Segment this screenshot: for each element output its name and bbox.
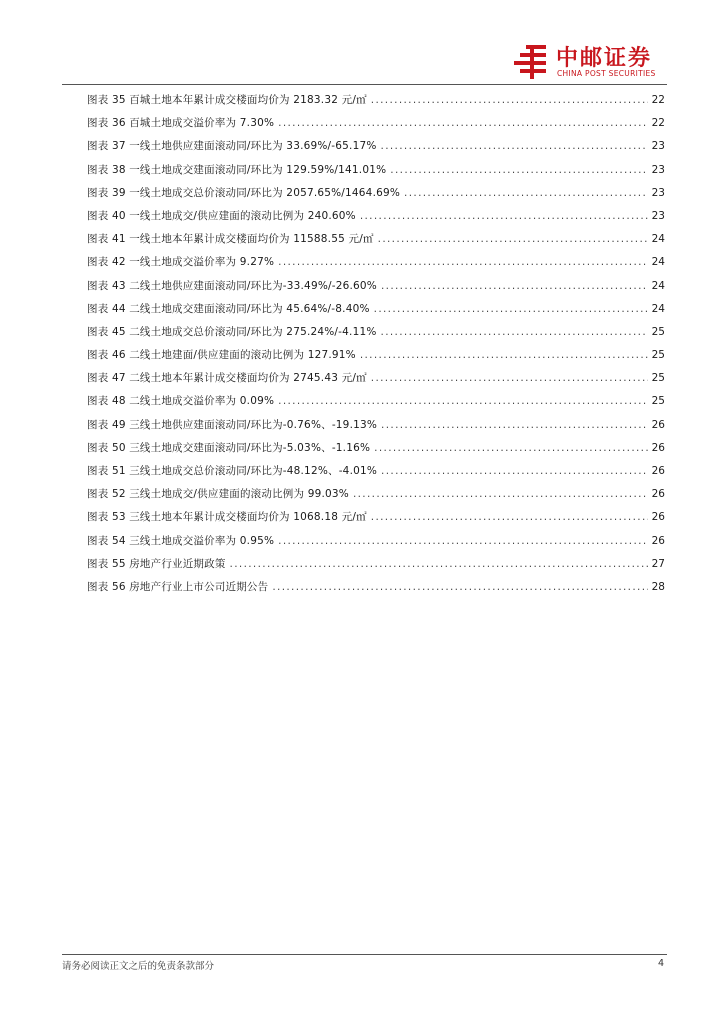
toc-entry[interactable] bbox=[87, 208, 665, 231]
toc-entry[interactable] bbox=[87, 231, 665, 254]
toc-dot-leader bbox=[371, 511, 648, 523]
table-of-figures bbox=[87, 92, 665, 602]
toc-entry-title: 图表 36 百城土地成交溢价率为 7.30% bbox=[87, 117, 275, 130]
toc-dot-leader bbox=[278, 256, 647, 268]
toc-entry-title: 图表 52 三线土地成交/供应建面的滚动比例为 99.03% bbox=[87, 488, 349, 501]
toc-entry-title: 图表 42 一线土地成交溢价率为 9.27% bbox=[87, 256, 275, 269]
toc-entry[interactable] bbox=[87, 393, 665, 416]
toc-dot-leader bbox=[404, 187, 648, 199]
toc-entry-page: 26 bbox=[651, 488, 665, 501]
toc-entry-page: 26 bbox=[651, 465, 665, 477]
toc-entry[interactable] bbox=[87, 347, 665, 370]
toc-entry-title: 图表 35 百城土地本年累计成交楼面均价为 2183.32 元/㎡ bbox=[87, 94, 367, 106]
toc-entry[interactable] bbox=[87, 162, 665, 185]
toc-entry-title: 图表 54 三线土地成交溢价率为 0.95% bbox=[87, 534, 275, 547]
toc-entry-title: 图表 49 三线土地供应建面滚动同/环比为-0.76%、-19.13% bbox=[87, 418, 378, 431]
brand-name-en: CHINA POST SECURITIES bbox=[557, 69, 656, 78]
toc-dot-leader bbox=[360, 349, 648, 361]
toc-entry[interactable] bbox=[87, 579, 665, 602]
toc-entry[interactable] bbox=[87, 440, 665, 463]
page-header bbox=[0, 0, 724, 90]
toc-entry[interactable] bbox=[87, 509, 665, 532]
toc-entry-title: 图表 51 三线土地成交总价滚动同/环比为-48.12%、-4.01% bbox=[87, 465, 378, 477]
toc-entry[interactable] bbox=[87, 138, 665, 161]
toc-entry-title: 图表 48 二线土地成交溢价率为 0.09% bbox=[87, 395, 275, 408]
toc-entry-page: 26 bbox=[651, 511, 665, 524]
toc-entry-page: 25 bbox=[651, 395, 665, 408]
toc-entry-page: 23 bbox=[651, 163, 665, 176]
china-post-securities-logo bbox=[512, 43, 672, 83]
toc-dot-leader bbox=[381, 465, 648, 477]
toc-entry-page: 25 bbox=[651, 325, 665, 338]
toc-entry[interactable] bbox=[87, 278, 665, 301]
toc-dot-leader bbox=[278, 535, 647, 547]
toc-entry[interactable] bbox=[87, 370, 665, 393]
brand-name-cn: 中邮证券 bbox=[556, 46, 653, 71]
toc-dot-leader bbox=[381, 280, 648, 292]
footer-disclaimer: 请务必阅读正文之后的免责条款部分 bbox=[62, 961, 215, 972]
toc-entry-page: 24 bbox=[651, 279, 665, 292]
toc-dot-leader bbox=[381, 140, 648, 152]
toc-dot-leader bbox=[378, 233, 648, 245]
toc-dot-leader bbox=[374, 442, 647, 454]
toc-entry[interactable] bbox=[87, 486, 665, 509]
toc-entry-title: 图表 38 一线土地成交建面滚动同/环比为 129.59%/141.01% bbox=[87, 163, 387, 176]
toc-entry[interactable] bbox=[87, 185, 665, 208]
toc-entry[interactable] bbox=[87, 463, 665, 486]
toc-entry-title: 图表 45 二线土地成交总价滚动同/环比为 275.24%/-4.11% bbox=[87, 325, 377, 338]
toc-entry-title: 图表 39 一线土地成交总价滚动同/环比为 2057.65%/1464.69% bbox=[87, 186, 401, 199]
footer-divider bbox=[62, 954, 667, 955]
toc-entry-title: 图表 53 三线土地本年累计成交楼面均价为 1068.18 元/㎡ bbox=[87, 511, 367, 524]
toc-entry-page: 24 bbox=[651, 256, 665, 269]
toc-dot-leader bbox=[390, 164, 647, 176]
toc-entry-title: 图表 44 二线土地成交建面滚动同/环比为 45.64%/-8.40% bbox=[87, 302, 370, 315]
toc-entry-page: 23 bbox=[651, 209, 665, 222]
toc-entry[interactable] bbox=[87, 115, 665, 138]
toc-dot-leader bbox=[374, 303, 648, 315]
toc-entry-page: 27 bbox=[651, 557, 665, 570]
toc-entry-page: 22 bbox=[651, 94, 665, 106]
toc-dot-leader bbox=[360, 210, 648, 222]
toc-entry-page: 23 bbox=[651, 186, 665, 199]
toc-entry-title: 图表 56 房地产行业上市公司近期公告 bbox=[87, 580, 269, 593]
toc-dot-leader bbox=[381, 326, 648, 338]
toc-entry-title: 图表 43 二线土地供应建面滚动同/环比为-33.49%/-26.60% bbox=[87, 279, 377, 292]
toc-entry-title: 图表 47 二线土地本年累计成交楼面均价为 2745.43 元/㎡ bbox=[87, 372, 367, 385]
header-divider bbox=[62, 84, 667, 85]
toc-entry-title: 图表 37 一线土地供应建面滚动同/环比为 33.69%/-65.17% bbox=[87, 140, 377, 153]
toc-entry[interactable] bbox=[87, 417, 665, 440]
toc-entry-page: 25 bbox=[651, 372, 665, 385]
toc-dot-leader bbox=[371, 94, 648, 106]
toc-entry-page: 25 bbox=[651, 349, 665, 362]
toc-entry[interactable] bbox=[87, 301, 665, 324]
toc-entry-title: 图表 55 房地产行业近期政策 bbox=[87, 557, 226, 570]
toc-dot-leader bbox=[230, 558, 648, 570]
toc-dot-leader bbox=[353, 488, 648, 500]
toc-entry[interactable] bbox=[87, 92, 665, 115]
toc-dot-leader bbox=[381, 419, 648, 431]
toc-entry-page: 22 bbox=[651, 117, 665, 130]
toc-entry-title: 图表 40 一线土地成交/供应建面的滚动比例为 240.60% bbox=[87, 209, 356, 222]
toc-entry[interactable] bbox=[87, 324, 665, 347]
china-post-logo-icon bbox=[512, 43, 552, 81]
toc-entry-page: 26 bbox=[651, 441, 665, 454]
toc-entry[interactable] bbox=[87, 254, 665, 277]
footer-page-number: 4 bbox=[657, 958, 664, 969]
toc-dot-leader bbox=[278, 117, 647, 129]
toc-entry-page: 26 bbox=[651, 418, 665, 431]
toc-entry-title: 图表 46 二线土地建面/供应建面的滚动比例为 127.91% bbox=[87, 349, 356, 362]
toc-entry-title: 图表 50 三线土地成交建面滚动同/环比为-5.03%、-1.16% bbox=[87, 441, 371, 454]
toc-entry[interactable] bbox=[87, 556, 665, 579]
toc-entry[interactable] bbox=[87, 533, 665, 556]
toc-dot-leader bbox=[278, 395, 647, 407]
toc-entry-page: 28 bbox=[651, 580, 665, 593]
toc-entry-page: 26 bbox=[651, 534, 665, 547]
toc-entry-page: 24 bbox=[651, 233, 665, 246]
toc-entry-page: 24 bbox=[651, 302, 665, 315]
toc-dot-leader bbox=[371, 372, 648, 384]
toc-entry-page: 23 bbox=[651, 140, 665, 153]
toc-dot-leader bbox=[272, 581, 647, 593]
toc-entry-title: 图表 41 一线土地本年累计成交楼面均价为 11588.55 元/㎡ bbox=[87, 233, 374, 246]
